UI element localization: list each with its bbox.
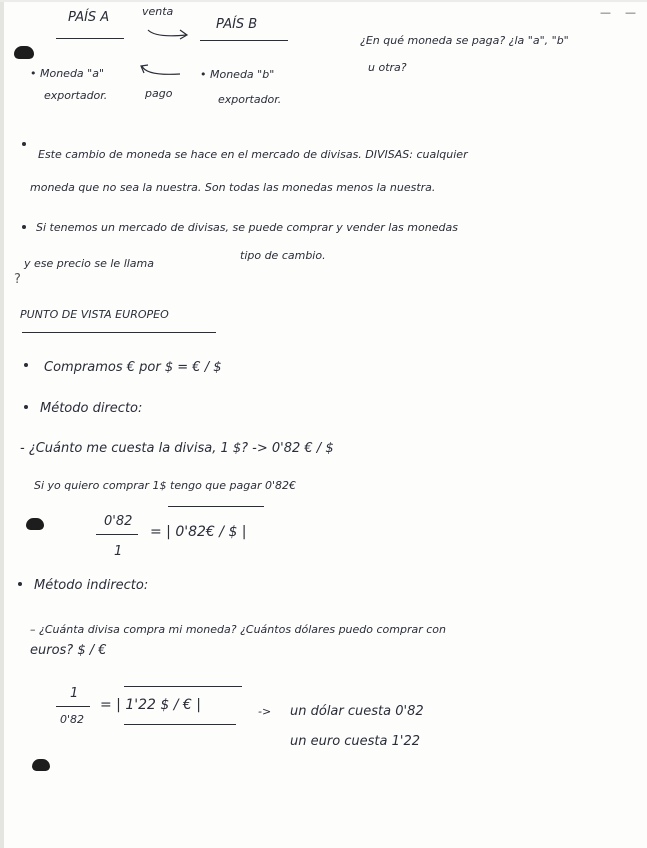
page-left-edge [0,0,4,848]
fraction2-arrow: -> [258,705,272,718]
fraction2-numerator: 1 [70,686,79,701]
exportador-a-label: exportador. [44,89,108,102]
pago-label: pago [145,87,173,100]
moneda-b-label: • Moneda "b" [200,68,275,81]
question-currency: ¿En qué moneda se paga? ¿la "a", "b" [360,34,569,47]
top-right-mark: — [625,6,636,19]
moneda-a-label: • Moneda "a" [30,67,105,80]
cuanto-cuesta-line: - ¿Cuánto me cuesta la divisa, 1 $? -> 0'82 € / $ [20,441,334,456]
exportador-b-label: exportador. [218,93,282,106]
fraction1-result: = | 0'82€ / $ | [150,524,247,540]
paragraph-mercado-line1: Si tenemos un mercado de divisas, se puede comprar y vender las monedas [36,221,458,234]
cuanta-divisa-line: – ¿Cuánta divisa compra mi moneda? ¿Cuántos dólares puedo comprar con [30,623,447,636]
paragraph-mercado-line2: y ese precio se le llama [24,257,154,270]
arrow-left-icon [136,62,184,80]
page-top-edge [0,0,647,2]
venta-label: venta [142,5,174,18]
compramos-line: Compramos € por $ = € / $ [44,360,222,375]
section-title-underline [22,332,216,333]
fraction2-denominator: 0'82 [60,713,85,726]
metodo-indirecto-label: Método indirecto: [34,578,149,593]
bullet-icon [24,363,28,367]
question-otra: u otra? [368,61,407,74]
euros-line: euros? $ / € [30,643,107,658]
paragraph-divisas-line1: Este cambio de moneda se hace en el mercado de divisas. DIVISAS: cualquier [38,148,468,161]
binder-hole-icon [32,759,50,771]
section-title: PUNTO DE VISTA EUROPEO [20,308,169,321]
dolar-cuesta-line: un dólar cuesta 0'82 [290,704,424,719]
bullet-icon [22,225,26,229]
fraction2-bar [56,706,90,707]
fraction1-bar [96,534,138,535]
fraction1-denominator: 1 [114,544,123,559]
binder-hole-icon [26,518,44,530]
fraction2-result: = | 1'22 $ / € | [100,697,201,713]
top-right-mark: — [600,6,611,19]
fraction2-result-overline [124,686,242,687]
euro-cuesta-line: un euro cuesta 1'22 [290,734,421,749]
pais-a-label: PAÍS A [68,10,110,25]
fraction2-result-underline [124,724,236,725]
bullet-icon [24,405,28,409]
pais-b-label: PAÍS B [216,17,258,32]
arrow-right-icon [146,24,192,40]
paragraph-divisas-line2: moneda que no sea la nuestra. Son todas las monedas menos la nuestra. [30,181,436,194]
pais-a-underline [56,38,124,39]
fraction1-numerator: 0'82 [104,514,133,529]
si-quiero-line: Si yo quiero comprar 1$ tengo que pagar 0'82€ [34,479,297,492]
tipo-de-cambio-label: tipo de cambio. [240,249,326,262]
margin-mark: ? [14,272,21,287]
fraction1-result-overline [168,506,264,507]
binder-hole-icon [14,46,34,59]
metodo-directo-label: Método directo: [40,401,143,416]
bullet-icon [22,142,26,146]
pais-b-underline [200,40,288,41]
bullet-icon [18,582,22,586]
